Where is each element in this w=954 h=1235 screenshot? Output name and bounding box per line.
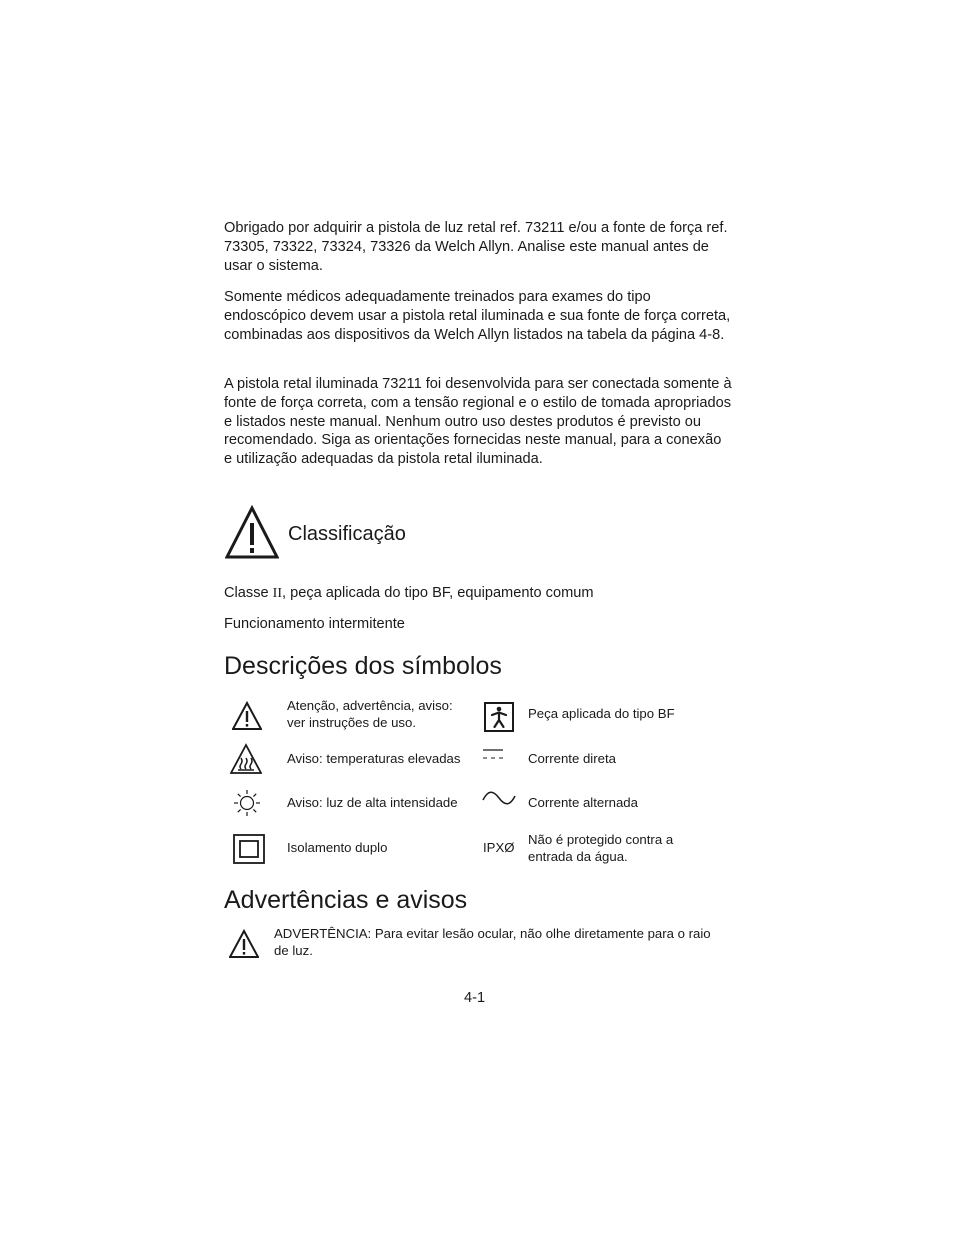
intro-paragraph-1: Obrigado por adquirir a pistola de luz retal ref. 73211 e/ou a fonte de força ref. 73305, 73322, 73324, 73326 da Welch Allyn. Analise este manual antes de usar o sistema. [224,220,728,274]
symbol-ipx0-text: Não é protegido contra a entrada da água. [528,832,674,864]
hot-surface-warning-icon [230,743,262,775]
ipx0-label: IPXØ [483,840,515,855]
warning-triangle-icon [232,701,262,731]
symbols-heading: Descrições dos símbolos [224,652,502,680]
direct-current-icon [482,746,504,762]
light-sun-icon [233,789,261,817]
class-prefix: Classe [224,585,273,601]
classification-heading: Classificação [288,523,406,545]
symbol-warning-text: Atenção, advertência, aviso: ver instruções de uso. [287,698,453,730]
class-suffix: , peça aplicada do tipo BF, equipamento comum [282,585,594,601]
symbol-dc-text: Corrente direta [528,751,616,766]
intro-paragraph-2: Somente médicos adequadamente treinados para exames do tipo endoscópico devem usar a pistola retal iluminada e sua fonte de força correta, combinadas aos dispositivos da Welch Allyn listados na tabela da página 4-8. [224,289,731,343]
warning-triangle-icon [225,505,279,559]
double-insulation-icon [233,834,265,864]
type-bf-applied-part-icon [484,702,514,732]
classification-operation: Funcionamento intermitente [224,616,405,632]
page-number: 4-1 [464,990,486,1006]
warning-eye-text: ADVERTÊNCIA: Para evitar lesão ocular, não olhe diretamente para o raio de luz. [274,926,711,958]
symbol-light-text: Aviso: luz de alta intensidade [287,795,458,810]
symbol-hot-text: Aviso: temperaturas elevadas [287,751,461,766]
class-roman-numeral: II [272,586,282,601]
symbol-bf-text: Peça aplicada do tipo BF [528,706,675,721]
symbol-double-insulation-text: Isolamento duplo [287,840,388,855]
alternating-current-icon [482,789,516,807]
warning-triangle-icon [229,929,259,959]
classification-class-line [224,585,594,602]
intro-paragraph-3: A pistola retal iluminada 73211 foi desenvolvida para ser conectada somente à fonte de força correta, com a tensão regional e o estilo de tomada apropriados e listados neste manual. Nenhum outro uso destes produtos é previsto ou recomendado. Siga as orientações fornecidas neste manual, para a conexão e utilização adequadas da pistola retal iluminada. [224,376,732,468]
warnings-heading: Advertências e avisos [224,886,468,914]
symbol-ac-text: Corrente alternada [528,795,638,810]
